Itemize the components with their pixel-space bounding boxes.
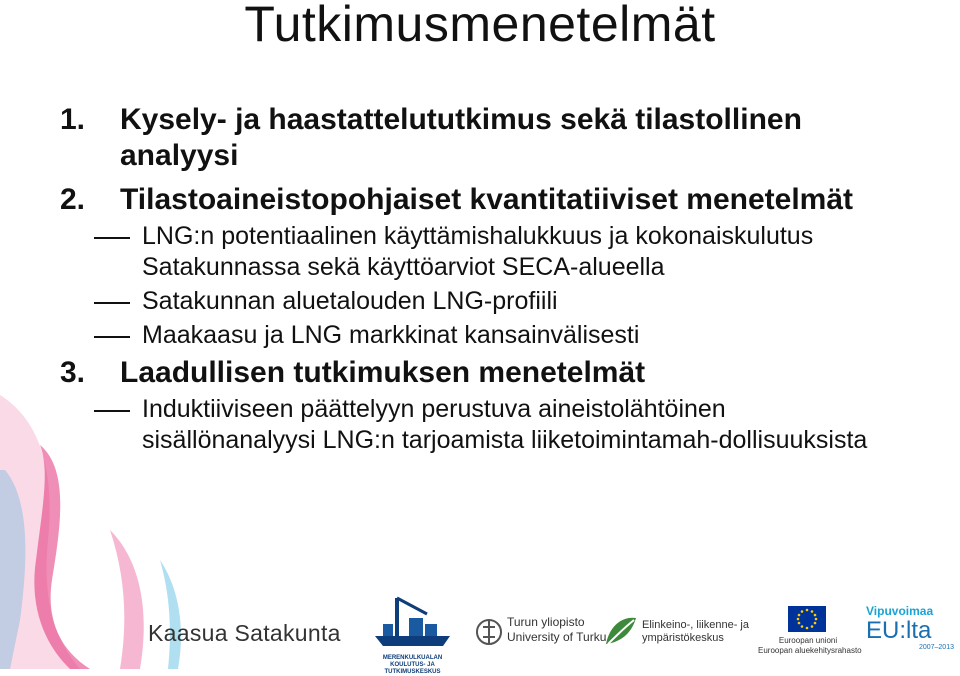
ely-leaf-icon (604, 614, 638, 648)
ely-centre-logo: Elinkeino-, liikenne- ja ympäristökeskus (604, 614, 754, 654)
eu-logo: Euroopan unioni Euroopan aluekehitysrahasto (758, 606, 858, 662)
item-number: 1. (60, 103, 86, 136)
sub-item: Induktiiviseen päättelyyn perustuva aineistolähtöinen sisällönanalyysi LNG:n tarjoamista liiketoimintamah-dollisuuksista (142, 395, 868, 454)
turku-university-logo: Turun yliopisto University of Turku (476, 613, 596, 653)
slide-title: Tutkimusmenetelmät (244, 0, 716, 52)
item-text: Tilastoaineistopohjaiset kvantitatiiviset menetelmät (120, 183, 854, 216)
item-number: 2. (60, 183, 86, 216)
sub-item: Maakaasu ja LNG markkinat kansainvälisesti (142, 321, 640, 349)
kaasua-satakunta-logo: Kaasua Satakunta (148, 620, 341, 646)
eu-flag-icon (788, 606, 826, 632)
sub-item: LNG:n potentiaalinen käyttämishalukkuus ja kokonaiskulutus Satakunnassa sekä käyttöarviot SECA-alueella (142, 222, 814, 281)
turku-crest-icon (476, 615, 502, 649)
sub-item: Satakunnan aluetalouden LNG-profiili (142, 287, 558, 315)
crane-ship-icon (365, 588, 460, 650)
numbered-item-3 (60, 355, 940, 391)
numbered-item-1 (60, 102, 940, 174)
merikeskus-logo: MERENKULKUALAN KOULUTUS- JA TUTKIMUSKESKUS (365, 588, 460, 668)
numbered-item-2 (60, 182, 940, 218)
bullet-list (60, 102, 940, 456)
vipuvoimaa-logo: Vipuvoimaa EU:lta 2007–2013 (866, 604, 954, 651)
item-text: Kysely- ja haastattelututkimus sekä tilastollinen analyysi (120, 103, 802, 172)
item-text: Laadullisen tutkimuksen menetelmät (120, 356, 646, 389)
item-number: 3. (60, 356, 86, 389)
